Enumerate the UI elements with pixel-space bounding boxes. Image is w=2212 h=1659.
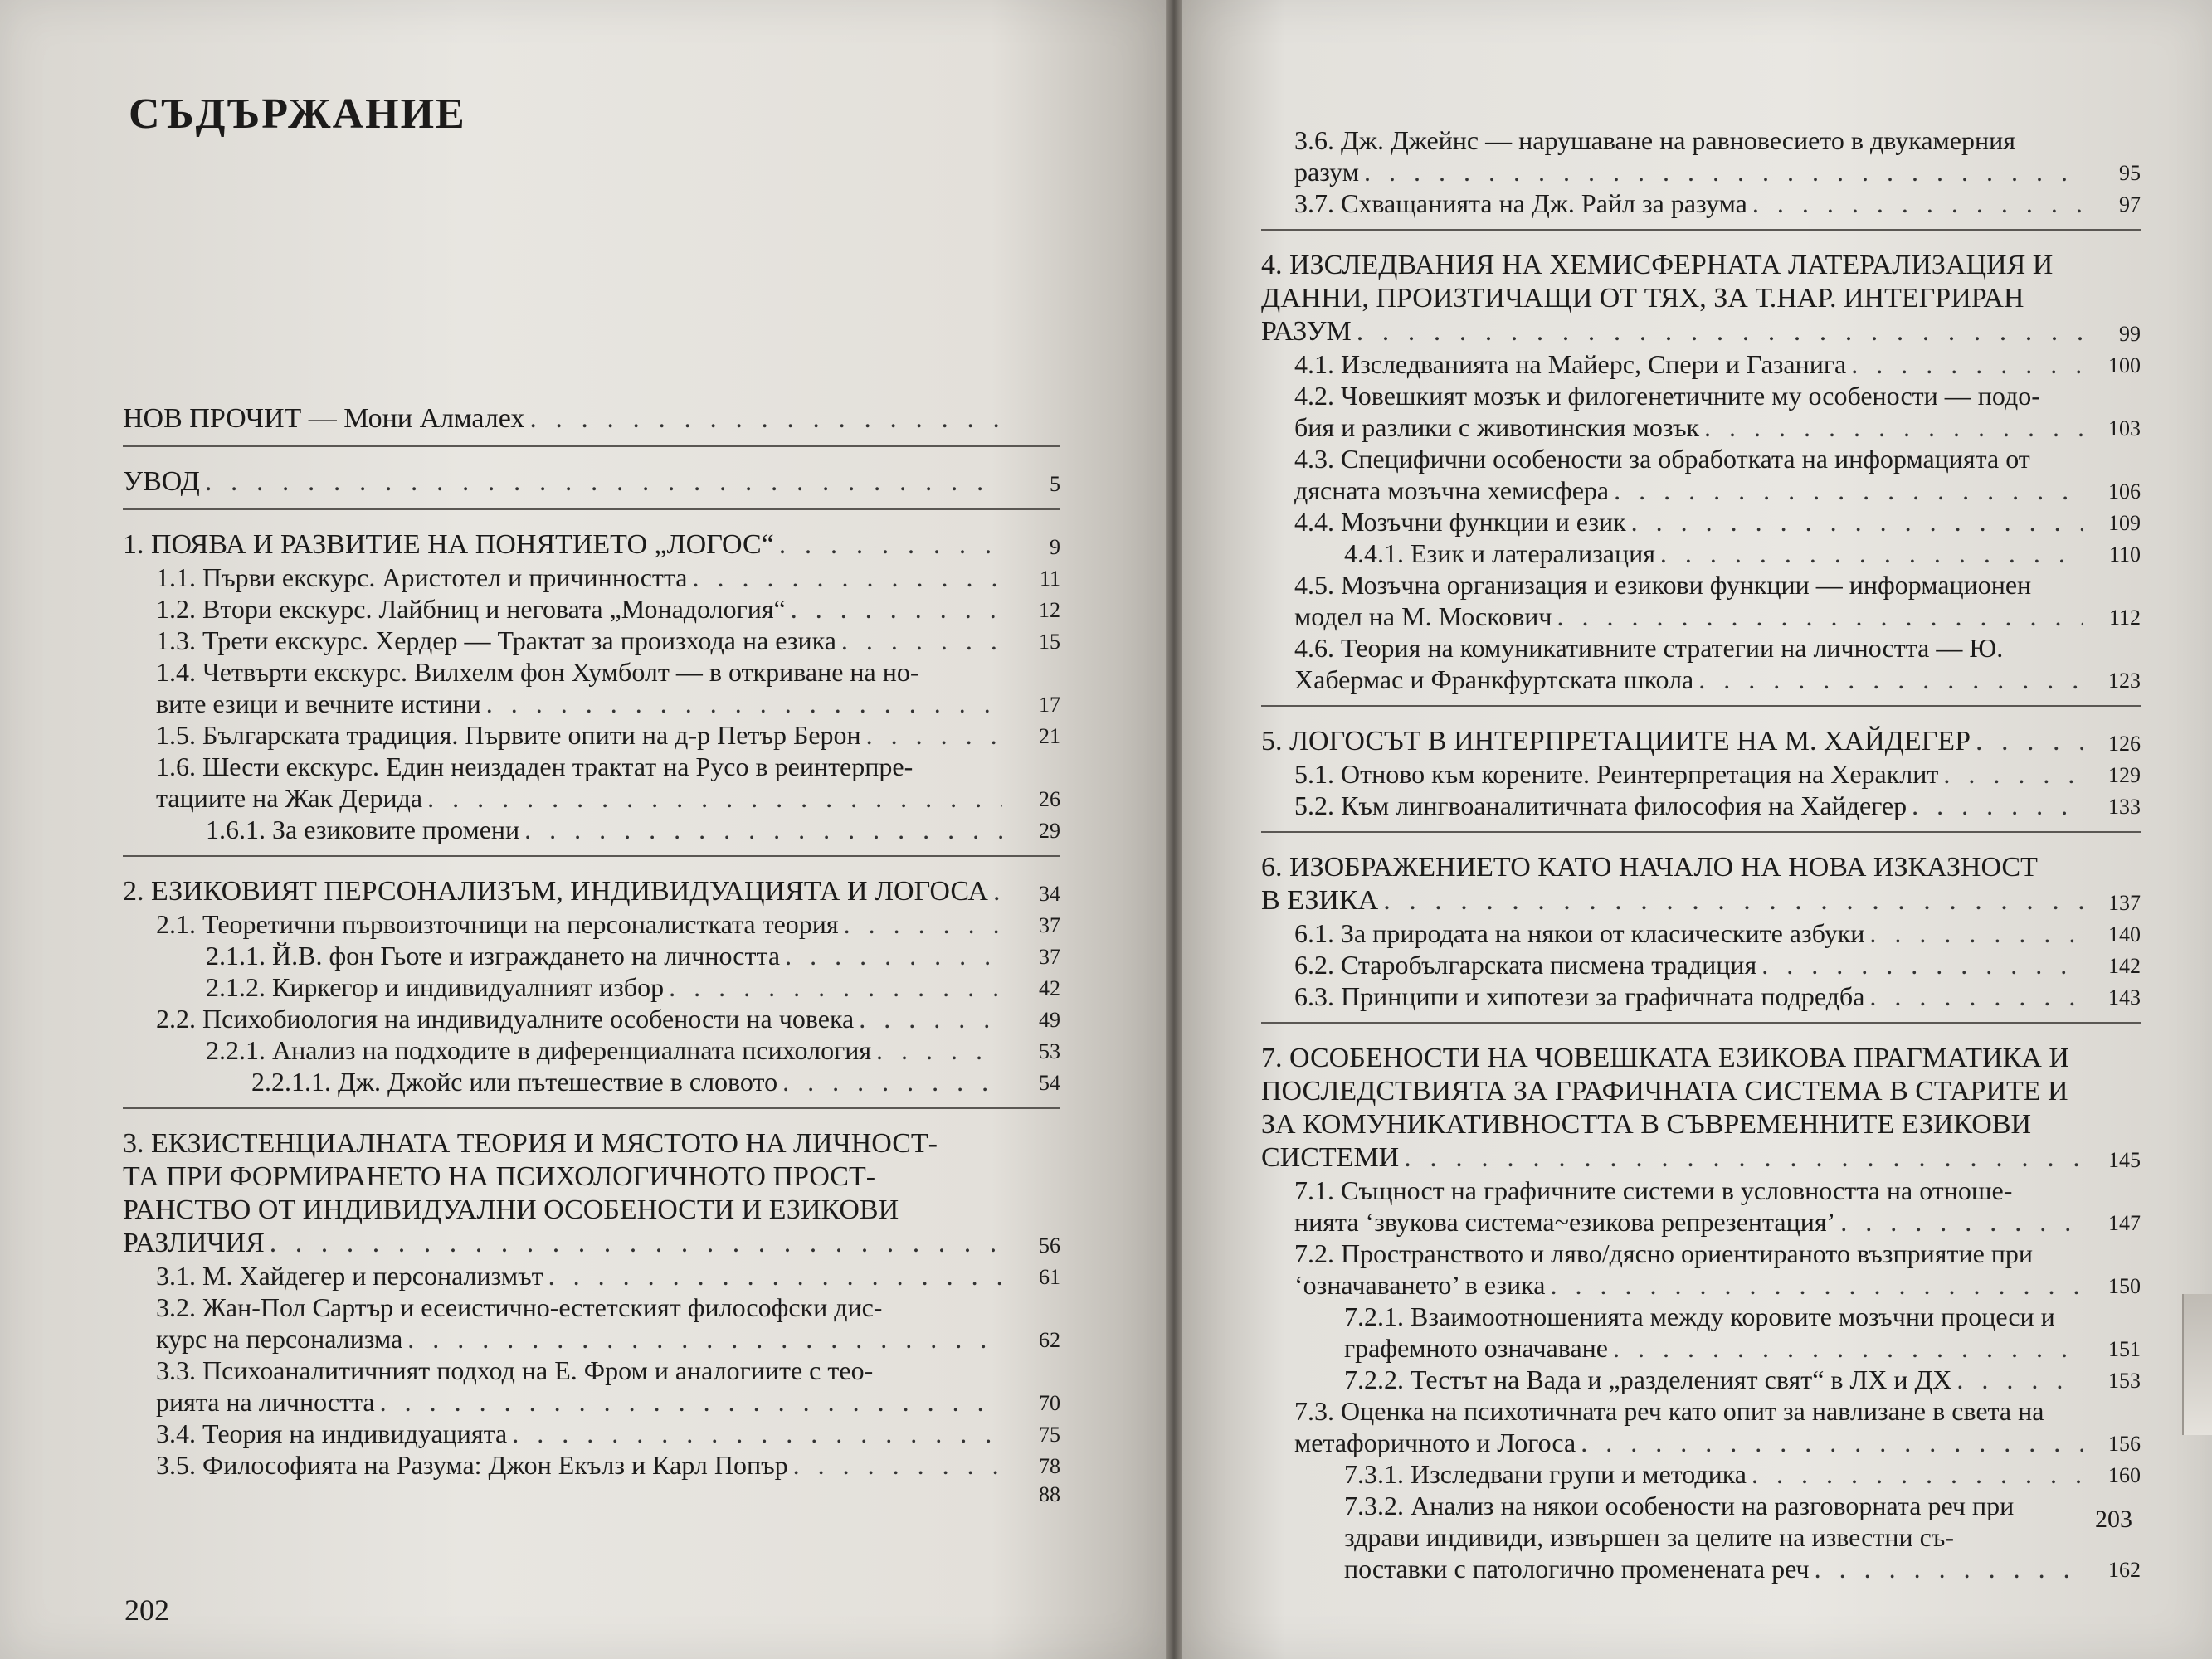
toc-entry (1261, 443, 2141, 506)
toc-entry-text: 3. ЕКЗИСТЕНЦИАЛНАТА ТЕОРИЯ И МЯСТОТО НА ЛИЧНОСТ- (123, 1128, 938, 1159)
toc-entry-text: 4.5. Мозъчна организация и езикови функции — информационен (1294, 570, 2032, 600)
toc-entry-text: 6.3. Принципи и хипотези за графичната подредба (1294, 981, 1865, 1011)
toc-entry-text: 4. ИЗСЛЕДВАНИЯ НА ХЕМИСФЕРНАТА ЛАТЕРАЛИЗАЦИЯ И (1261, 250, 2054, 280)
leader-dots (1840, 1206, 2083, 1238)
toc-entry (123, 1292, 1060, 1355)
toc-page-number: 143 (2108, 985, 2141, 1010)
leader-dots (524, 814, 1002, 845)
toc-entry (1261, 949, 2141, 980)
toc-entry-text: вите езици и вечните истини (156, 688, 481, 718)
leader-dots (407, 1323, 1002, 1355)
toc-entry-text: 4.3. Специфични особености за обработката на информацията от (1294, 444, 2030, 474)
toc-entry (123, 719, 1060, 751)
toc-entry (123, 1127, 1060, 1260)
toc-entry-text: 7.2.1. Взаимоотношенията между коровите мозъчни процеси и (1344, 1301, 2055, 1331)
toc-left-list (123, 402, 1060, 1509)
toc-entry (1261, 758, 2141, 790)
section-divider (1261, 705, 2141, 707)
toc-entry-text: метафоричното и Логоса (1294, 1428, 1576, 1457)
toc-entry (1261, 725, 2141, 758)
toc-entry-text: графемното означаване (1344, 1333, 1608, 1363)
toc-entry-text: ТА ПРИ ФОРМИРАНЕТО НА ПСИХОЛОГИЧНОТО ПРОСТ- (123, 1161, 876, 1192)
toc-entry (123, 593, 1060, 625)
toc-entry (123, 1066, 1060, 1097)
toc-page-number: 126 (2108, 732, 2141, 756)
toc-entry (1261, 980, 2141, 1012)
toc-page-number: 129 (2108, 763, 2141, 787)
toc-page-number: 95 (2119, 161, 2141, 185)
toc-entry (1261, 187, 2141, 219)
toc-entry (1261, 380, 2141, 443)
toc-page-number: 15 (1039, 630, 1060, 654)
toc-entry (1261, 851, 2141, 917)
toc-right-list (1261, 124, 2141, 1584)
toc-entry-text: 3.5. Философията на Разума: Джон Екълз и Карл Попър (156, 1450, 788, 1480)
toc-entry-text: нията ‘звукова система~езикова репрезентация’ (1294, 1207, 1836, 1237)
leader-dots (1752, 187, 2083, 219)
leader-dots (512, 1418, 1002, 1449)
toc-entry-text: 4.2. Човешкият мозък и филогенетичните му особености — подо- (1294, 381, 2040, 411)
section-divider (1261, 229, 2141, 231)
page-stack-edge (2182, 1294, 2212, 1435)
leader-dots (1357, 315, 2083, 348)
toc-page-number: 112 (2108, 606, 2141, 630)
toc-entry-text: 3.3. Психоаналитичният подход на Е. Фром и аналогиите с тео- (156, 1355, 874, 1385)
leader-dots (782, 1066, 1002, 1097)
leader-dots (529, 402, 1002, 435)
toc-entry (1261, 1395, 2141, 1458)
toc-entry (1261, 569, 2141, 632)
toc-entry-text: 3.7. Схващанията на Дж. Райл за разума (1294, 188, 1747, 218)
leader-dots (844, 908, 1002, 940)
leader-dots (1383, 884, 2083, 917)
toc-entry-text: 2. ЕЗИКОВИЯТ ПЕРСОНАЛИЗЪМ, ИНДИВИДУАЦИЯТА И ЛОГОСА (123, 876, 988, 907)
toc-page-number: 99 (2119, 322, 2141, 346)
toc-page-number: 109 (2108, 511, 2141, 535)
toc-page-number: 78 (1039, 1454, 1060, 1478)
leader-dots (791, 593, 1002, 625)
toc-page-number: 17 (1039, 693, 1060, 717)
toc-page-number: 150 (2108, 1274, 2141, 1298)
toc-entry-text: 7.1. Същност на графичните системи в условността на отноше- (1294, 1175, 2013, 1205)
leader-dots (1912, 790, 2083, 821)
toc-page-number: 75 (1039, 1423, 1060, 1447)
toc-entry-text: ПОСЛЕДСТВИЯТА ЗА ГРАФИЧНАТА СИСТЕМА В СТАРИТЕ И (1261, 1076, 2068, 1107)
toc-entry-text: ДАННИ, ПРОИЗТИЧАЩИ ОТ ТЯХ, ЗА Т.НАР. ИНТЕГРИРАН (1261, 283, 2024, 314)
toc-entry-text: 7. ОСОБЕНОСТИ НА ЧОВЕШКАТА ЕЗИКОВА ПРАГМАТИКА И (1261, 1043, 2069, 1073)
toc-page-number: 49 (1039, 1008, 1060, 1032)
leader-dots (1752, 1458, 2083, 1490)
toc-page-number: 147 (2108, 1211, 2141, 1235)
toc-page-number: 97 (2119, 192, 2141, 216)
toc-entry (123, 1449, 1060, 1481)
leader-dots (993, 875, 1002, 908)
toc-page-number: 151 (2108, 1337, 2141, 1361)
toc-entry (123, 562, 1060, 593)
toc-entry-text: 2.1.2. Киркегор и индивидуалният избор (206, 972, 665, 1002)
toc-entry (123, 908, 1060, 940)
leader-dots (427, 782, 1002, 814)
toc-entry (1261, 1301, 2141, 1364)
leader-dots (1613, 1332, 2083, 1364)
toc-entry-text: 1.5. Българската традиция. Първите опити на д-р Петър Берон (156, 720, 861, 750)
leader-dots (1815, 1553, 2083, 1584)
leader-dots (1976, 725, 2083, 758)
toc-entry-text: бия и разлики с животинския мозък (1294, 412, 1700, 442)
toc-entry-text: 1.4. Четвърти екскурс. Вилхелм фон Хумболт — в откриване на но- (156, 657, 919, 687)
toc-entry-text: 7.2.2. Тестът на Вада и „разделеният свят“ в ЛХ и ДХ (1344, 1365, 1952, 1394)
toc-entry-text: курс на персонализма (156, 1324, 403, 1354)
toc-entry-text: 1.1. Първи екскурс. Аристотел и причинността (156, 562, 688, 592)
toc-entry-text: 4.6. Теория на комуникативните стратегии на личността — Ю. (1294, 633, 2004, 663)
toc-entry (123, 656, 1060, 719)
toc-entry-text: 7.2. Пространството и ляво/дясно ориентираното възприятие при (1294, 1238, 2034, 1268)
toc-entry (123, 625, 1060, 656)
toc-entry-text: 2.1. Теоретични първоизточници на персоналистката теория (156, 909, 839, 939)
right-page (1182, 0, 2212, 1659)
toc-page-number: 133 (2108, 795, 2141, 819)
leader-dots (1698, 664, 2083, 695)
toc-page-number: 100 (2108, 353, 2141, 377)
toc-entry-text: рията на личността (156, 1387, 375, 1417)
leader-dots (669, 971, 1002, 1003)
toc-entry-text: 7.3. Оценка на психотичната реч като опит за навлизане в света на (1294, 1396, 2044, 1426)
toc-entry (123, 528, 1060, 562)
toc-page-number: 21 (1039, 724, 1060, 748)
toc-entry (1261, 124, 2141, 187)
toc-entry-text: дясната мозъчна хемисфера (1294, 475, 1610, 505)
toc-page-number: 54 (1039, 1071, 1060, 1095)
leader-dots (841, 625, 1002, 656)
toc-page-number: 56 (1039, 1233, 1060, 1258)
leader-dots (380, 1386, 1002, 1418)
toc-page-number: 153 (2108, 1369, 2141, 1393)
toc-page-number: 42 (1039, 976, 1060, 1000)
left-page-number: 202 (124, 1593, 169, 1627)
leader-dots (1660, 538, 2083, 569)
toc-entry-text: 4.1. Изследванията на Майерс, Спери и Газанига (1294, 349, 1847, 379)
toc-page-number: 160 (2108, 1463, 2141, 1487)
toc-entry-text: 4.4. Мозъчни функции и език (1294, 507, 1626, 537)
toc-entry-text: ‘означаването’ в езика (1294, 1270, 1546, 1300)
toc-entry (1261, 249, 2141, 348)
toc-entry (1261, 632, 2141, 695)
leader-dots (785, 940, 1002, 971)
toc-page-number: 162 (2108, 1558, 2141, 1582)
leader-dots (1581, 1427, 2083, 1458)
section-divider (123, 855, 1060, 857)
toc-entry-text: 5.2. Към лингвоаналитичната философия на Хайдегер (1294, 791, 1907, 820)
toc-page-number: 70 (1039, 1391, 1060, 1415)
section-divider (123, 1107, 1060, 1109)
leader-dots (779, 528, 1002, 562)
toc-page-number: 61 (1039, 1265, 1060, 1289)
toc-entry-text: УВОД (123, 466, 200, 497)
toc-entry (123, 971, 1060, 1003)
toc-page-number: 11 (1039, 567, 1060, 591)
leader-dots (876, 1034, 1002, 1066)
toc-entry-text: 1.6. Шести екскурс. Един неиздаден трактат на Русо в реинтерпре- (156, 752, 914, 781)
contents-heading: СЪДЪРЖАНИЕ (129, 90, 466, 138)
toc-page-number: 26 (1039, 787, 1060, 811)
toc-entry (1261, 348, 2141, 380)
leader-dots (1869, 980, 2083, 1012)
toc-entry (123, 1003, 1060, 1034)
toc-page-number: 145 (2108, 1148, 2141, 1172)
toc-page-number: 137 (2108, 891, 2141, 915)
toc-entry-text: НОВ ПРОЧИТ — Мони Алмалех (123, 403, 525, 434)
toc-entry (123, 814, 1060, 845)
toc-entry (1261, 1364, 2141, 1395)
toc-page-number: 156 (2108, 1432, 2141, 1456)
toc-page-number: 12 (1039, 598, 1060, 622)
leader-dots (1761, 949, 2083, 980)
toc-entry-text: Хабермас и Франкфуртската школа (1294, 664, 1694, 694)
toc-entry (123, 875, 1060, 908)
toc-entry (123, 751, 1060, 814)
toc-entry-text: 7.3.2. Анализ на някои особености на разговорната реч при (1344, 1491, 2015, 1520)
toc-entry-text: 2.2.1.1. Дж. Джойс или пътешествие в словото (251, 1067, 778, 1097)
leader-dots (1614, 474, 2083, 506)
toc-entry-text: 3.4. Теория на индивидуацията (156, 1418, 508, 1448)
leader-dots (1851, 348, 2083, 380)
leader-dots (859, 1003, 1002, 1034)
toc-entry (123, 402, 1060, 435)
toc-entry-text: 1.3. Трети екскурс. Хердер — Трактат за произхода на езика (156, 625, 836, 655)
toc-entry-text: модел на М. Москович (1294, 601, 1552, 631)
toc-page-number: 123 (2108, 669, 2141, 693)
toc-entry-text: 4.4.1. Език и латерализация (1344, 538, 1655, 568)
leader-dots (1943, 758, 2083, 790)
leader-dots (205, 465, 1002, 499)
toc-entry-text: здрави индивиди, извършен за целите на известни съ- (1344, 1522, 1954, 1552)
leader-dots (548, 1260, 1002, 1292)
toc-entry-text: 2.2. Психобиология на индивидуалните особености на човека (156, 1004, 855, 1034)
toc-entry-text: 6. ИЗОБРАЖЕНИЕТО КАТО НАЧАЛО НА НОВА ИЗКАЗНОСТ (1261, 852, 2038, 883)
leader-dots (1404, 1141, 2083, 1175)
toc-entry (1261, 1042, 2141, 1175)
toc-page-number: 9 (1050, 535, 1060, 559)
leader-dots (486, 688, 1002, 719)
toc-entry-text: СИСТЕМИ (1261, 1142, 1400, 1173)
leader-dots (793, 1449, 1002, 1481)
toc-entry (1261, 1458, 2141, 1490)
toc-entry-text: поставки с патологично променената реч (1344, 1554, 1810, 1584)
toc-page-number: 140 (2108, 922, 2141, 946)
toc-entry-text: 6.2. Старобългарската писмена традиция (1294, 950, 1757, 980)
toc-entry (123, 1418, 1060, 1449)
toc-page-number: 5 (1050, 472, 1060, 496)
leader-dots (1956, 1364, 2083, 1395)
toc-entry-text: РАЗЛИЧИЯ (123, 1228, 265, 1258)
toc-entry-text: 3.6. Дж. Джейнс — нарушаване на равновесието в двукамерния (1294, 125, 2015, 155)
toc-page-number: 142 (2108, 954, 2141, 978)
toc-entry-text: 2.1.1. Й.В. фон Гьоте и изграждането на личността (206, 941, 781, 971)
toc-page-number: 37 (1039, 945, 1060, 969)
toc-page-number: 88 (1039, 1482, 1060, 1506)
toc-entry-text: 1. ПОЯВА И РАЗВИТИЕ НА ПОНЯТИЕТО „ЛОГОС“ (123, 529, 774, 560)
toc-entry (1261, 1238, 2141, 1301)
toc-entry (123, 1260, 1060, 1292)
toc-entry (1261, 1490, 2141, 1584)
toc-entry-text: ЗА КОМУНИКАТИВНОСТТА В СЪВРЕМЕННИТЕ ЕЗИКОВИ (1261, 1109, 2032, 1140)
toc-entry (1261, 1175, 2141, 1238)
toc-entry (1261, 790, 2141, 821)
toc-trailing-page (123, 1481, 1060, 1509)
toc-entry-text: 2.2.1. Анализ на подходите в диференциалната психология (206, 1035, 872, 1065)
toc-page-number: 62 (1039, 1328, 1060, 1352)
book-gutter (1166, 0, 1182, 1659)
toc-entry-text: 3.1. М. Хайдегер и персонализмът (156, 1261, 543, 1291)
toc-entry-text: 3.2. Жан-Пол Сартър и есеистично-естетският философски дис- (156, 1292, 883, 1322)
toc-page-number: 110 (2108, 542, 2141, 567)
toc-entry (123, 940, 1060, 971)
toc-entry-text: РАНСТВО ОТ ИНДИВИДУАЛНИ ОСОБЕНОСТИ И ЕЗИКОВИ (123, 1194, 899, 1225)
section-divider (1261, 831, 2141, 833)
toc-entry (1261, 506, 2141, 538)
toc-entry-text: 6.1. За природата на някои от класическите азбуки (1294, 918, 1865, 948)
toc-page-number: 37 (1039, 913, 1060, 937)
toc-entry-text: 1.2. Втори екскурс. Лайбниц и неговата „Монадология“ (156, 594, 786, 624)
toc-entry-text: 7.3.1. Изследвани групи и методика (1344, 1459, 1747, 1489)
toc-page-number: 53 (1039, 1039, 1060, 1063)
leader-dots (866, 719, 1002, 751)
leader-dots (270, 1227, 1002, 1260)
leader-dots (1364, 156, 2083, 187)
toc-entry-text: 1.6.1. За езиковите промени (206, 815, 520, 844)
toc-entry-text: В ЕЗИКА (1261, 885, 1379, 916)
toc-entry (1261, 538, 2141, 569)
leader-dots (1557, 601, 2083, 632)
toc-page-number: 34 (1039, 882, 1060, 906)
section-divider (123, 445, 1060, 447)
toc-entry-text: 5.1. Отново към корените. Реинтерпретация на Хераклит (1294, 759, 1939, 789)
toc-entry-text: 5. ЛОГОСЪТ В ИНТЕРПРЕТАЦИИТЕ НА М. ХАЙДЕГЕР (1261, 726, 1971, 757)
toc-entry (1261, 917, 2141, 949)
right-page-number: 203 (2095, 1506, 2132, 1533)
toc-entry-text: разум (1294, 157, 1359, 187)
toc-entry (123, 465, 1060, 499)
toc-page-number: 29 (1039, 819, 1060, 843)
leader-dots (1704, 411, 2083, 443)
toc-page-number: 106 (2108, 479, 2141, 504)
toc-page-number: 103 (2108, 416, 2141, 440)
toc-entry-text: РАЗУМ (1261, 316, 1352, 347)
toc-entry (123, 1355, 1060, 1418)
leader-dots (1550, 1269, 2083, 1301)
leader-dots (692, 562, 1002, 593)
section-divider (123, 508, 1060, 510)
section-divider (1261, 1022, 2141, 1024)
toc-entry (123, 1034, 1060, 1066)
leader-dots (1869, 917, 2083, 949)
leader-dots (1631, 506, 2083, 538)
toc-entry-text: тациите на Жак Дерида (156, 783, 423, 813)
